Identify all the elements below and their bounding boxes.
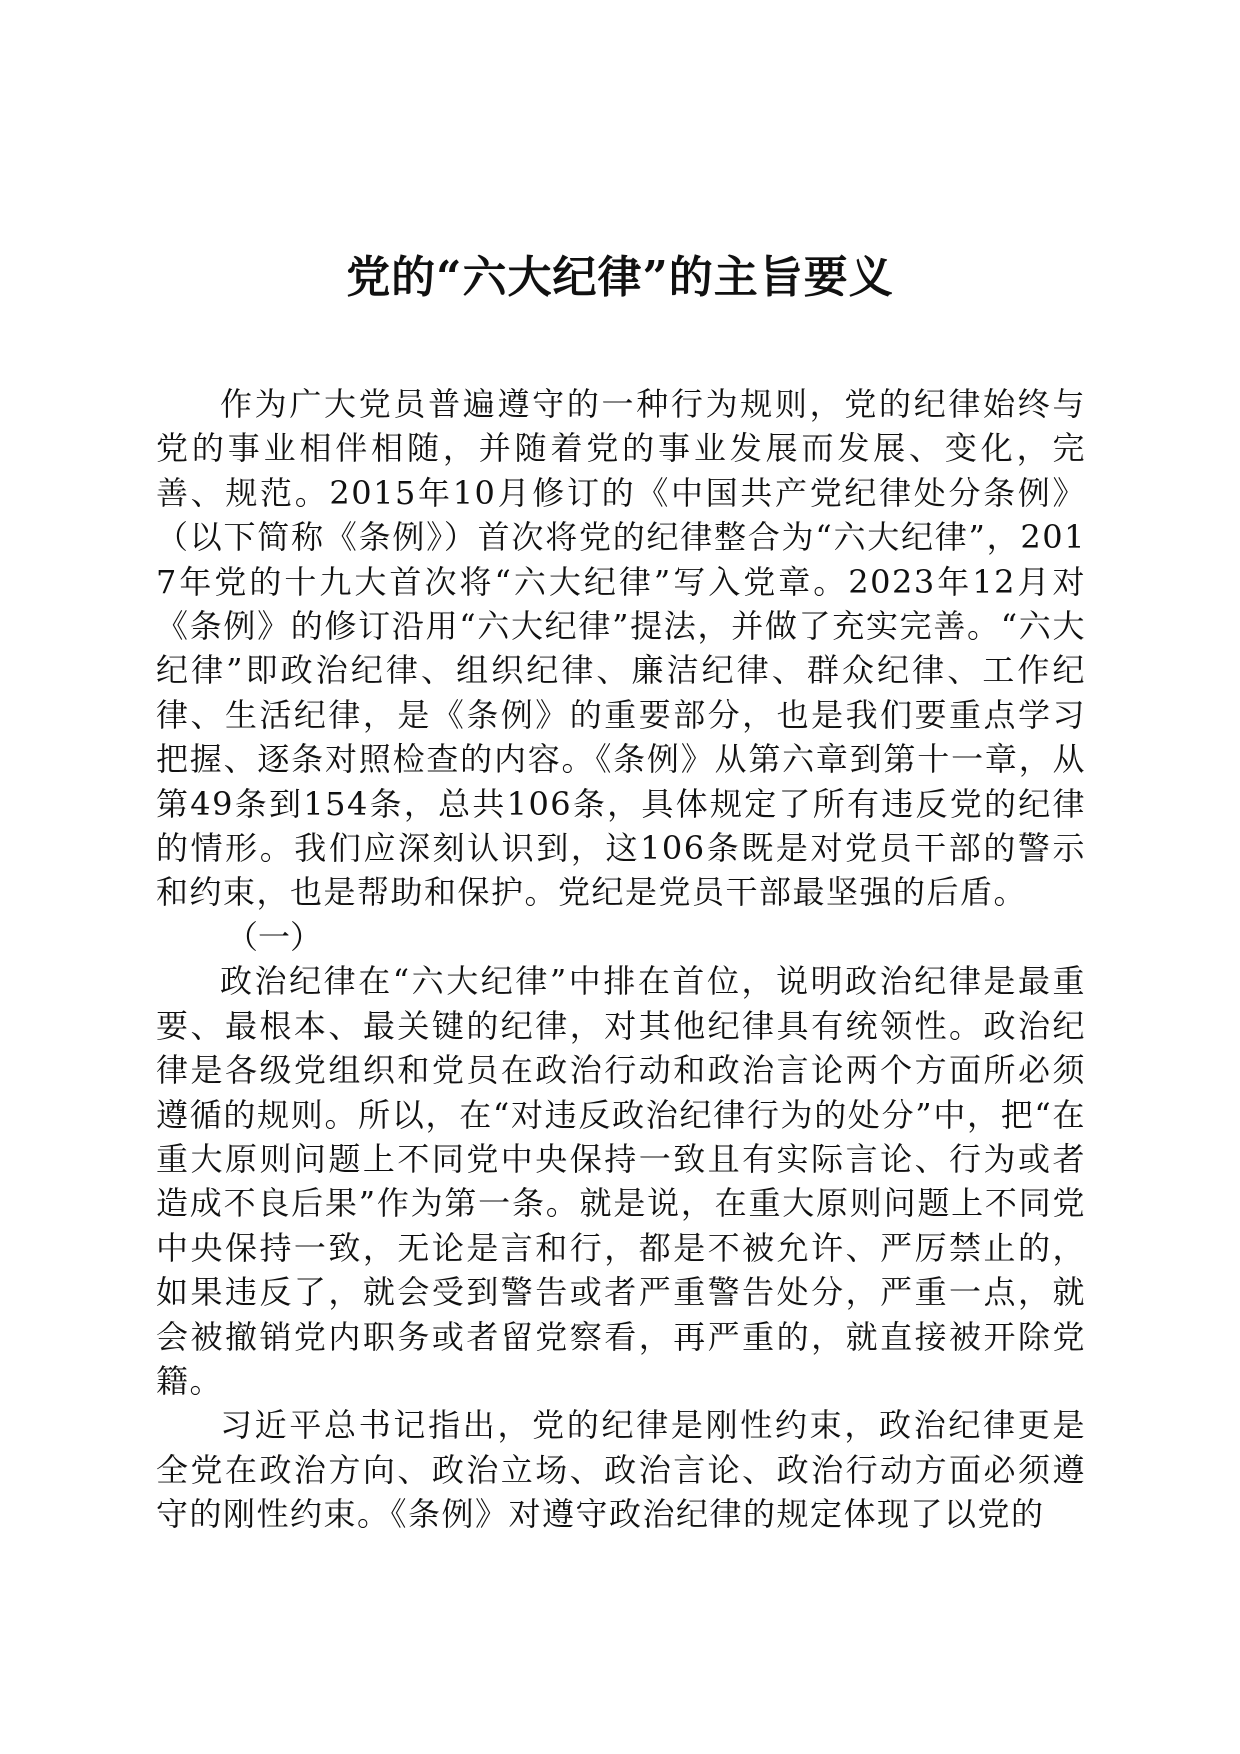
paragraph-political-discipline: 政治纪律在“六大纪律”中排在首位，说明政治纪律是最重要、最根本、最关键的纪律，对其他纪律具有统领性。政治纪律是各级党组织和党员在政治行动和政治言论两个方面所必须遵循的规则。所以，在“对违反政治纪律行为的处分”中，把“在重大原则问题上不同党中央保持一致且有实际言论、行为或者造成不良后果”作为第一条。就是说，在重大原则问题上不同党中央保持一致，无论是言和行，都是不被允许、严厉禁止的，如果违反了，就会受到警告或者严重警告处分，严重一点，就会被撤销党内职务或者留党察看，再严重的，就直接被开除党籍。 — [156, 962, 1086, 1400]
document-body — [156, 382, 1086, 1537]
paragraph-xi-remarks: 习近平总书记指出，党的纪律是刚性约束，政治纪律更是全党在政治方向、政治立场、政治言论、政治行动方面必须遵守的刚性约束。《条例》对遵守政治纪律的规定体现了以党的 — [156, 1406, 1086, 1534]
document-title: 党的“六大纪律”的主旨要义 — [346, 252, 894, 303]
paragraph-intro: 作为广大党员普遍遵守的一种行为规则，党的纪律始终与党的事业相伴相随，并随着党的事业发展而发展、变化，完善、规范。2015年10月修订的《中国共产党纪律处分条例》（以下简称《条例》）首次将党的纪律整合为“六大纪律”，2017年党的十九大首次将“六大纪律”写入党章。2023年12月对《条例》的修订沿用“六大纪律”提法，并做了充实完善。“六大纪律”即政治纪律、组织纪律、廉洁纪律、群众纪律、工作纪律、生活纪律，是《条例》的重要部分，也是我们要重点学习把握、逐条对照检查的内容。《条例》从第六章到第十一章，从第49条到154条，总共106条，具体规定了所有违反党的纪律的情形。我们应深刻认识到，这106条既是对党员干部的警示和约束，也是帮助和保护。党纪是党员干部最坚强的后盾。 — [156, 385, 1086, 912]
section-heading: （一） — [226, 917, 323, 956]
